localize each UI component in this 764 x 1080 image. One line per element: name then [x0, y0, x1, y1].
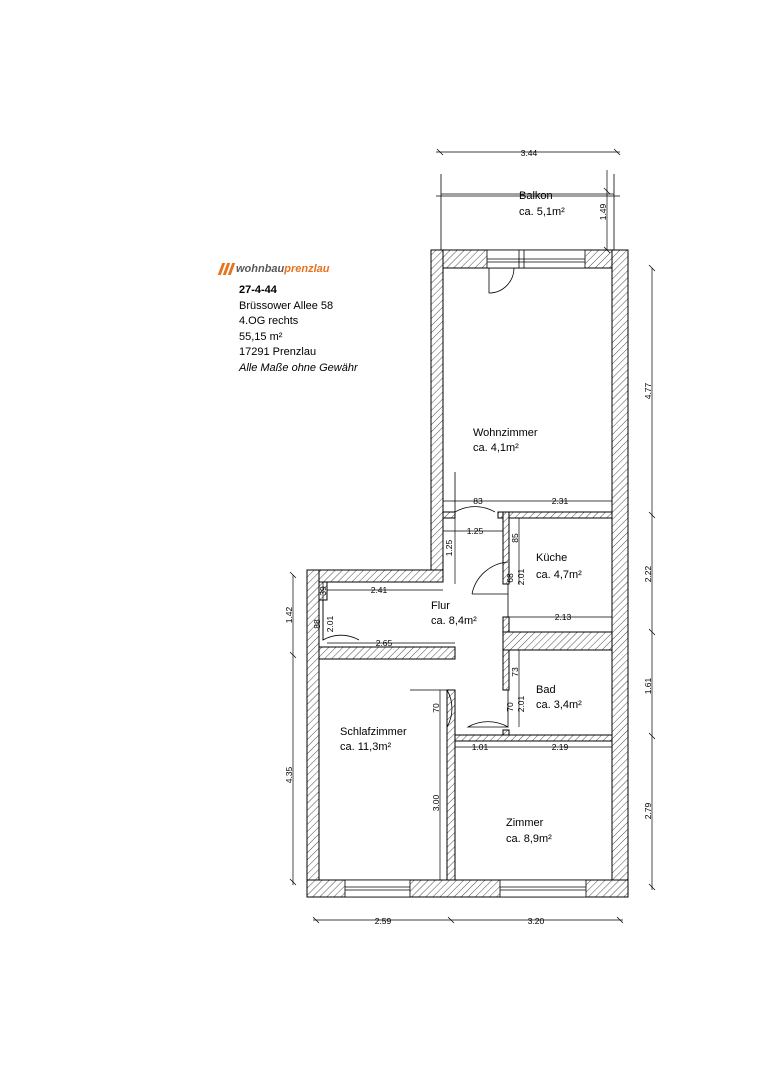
room-area-schlafzimmer: ca. 11,3m²	[340, 741, 392, 753]
property-area: 55,15 m²	[239, 330, 283, 343]
property-floor: 4.OG rechts	[239, 315, 299, 328]
balkon-door-icon	[489, 268, 514, 293]
dim-schlaf-door-width: 70	[431, 703, 441, 713]
dim-kueche-door-width: 68	[505, 573, 515, 583]
bad-door-icon	[468, 690, 508, 727]
dim-right-kueche: 2.22	[643, 565, 653, 583]
dim-zimmer-left: 1.01	[471, 742, 489, 752]
dim-bad-door-top: 73	[510, 667, 520, 677]
dim-flur-left-39: 39	[318, 586, 328, 596]
dim-left-flur: 1.42	[284, 606, 294, 624]
dim-right-zimmer: 2.79	[643, 802, 653, 820]
room-name-flur: Flur	[431, 600, 450, 612]
dim-zimmer-top: 2.19	[551, 742, 569, 752]
room-name-bad: Bad	[536, 684, 556, 696]
dim-flur-wall: 2.41	[370, 585, 388, 595]
room-name-zimmer: Zimmer	[506, 817, 544, 829]
property-disclaimer: Alle Maße ohne Gewähr	[239, 361, 358, 374]
property-code: 27-4-44	[239, 284, 277, 296]
dim-bottom-left: 2.59	[374, 916, 392, 926]
property-street: Brüssower Allee 58	[239, 299, 334, 312]
dim-flur-left-201: 2.01	[325, 615, 335, 633]
dim-kueche-door-height: 2.01	[516, 568, 526, 586]
room-area-kueche: ca. 4,7m²	[536, 569, 582, 581]
room-name-balkon: Balkon	[519, 190, 553, 202]
dim-wohn-door-width: 83	[473, 496, 483, 506]
dim-bad-door-height: 2.01	[516, 695, 526, 713]
dim-bottom-right: 3.20	[527, 916, 545, 926]
dim-wohn-wall: 2.31	[551, 496, 569, 506]
room-area-balkon: ca. 5,1m²	[519, 206, 565, 218]
dim-kueche-wall: 2.13	[554, 612, 572, 622]
dim-schlaf-top: 2.65	[375, 638, 393, 648]
room-name-kueche: Küche	[536, 552, 568, 564]
logo-text-part2: prenzlau	[284, 263, 330, 275]
dim-schlaf-wall: 3.00	[431, 794, 441, 812]
dim-flur-top: 1.25	[466, 526, 484, 536]
dim-balkon-depth: 1.49	[598, 203, 608, 221]
logo-text-part1: wohnbau	[236, 263, 285, 275]
dim-right-bad: 1.61	[643, 677, 653, 695]
wohn-door-icon	[455, 472, 495, 512]
dim-flur-vertical: 1.25	[444, 539, 454, 557]
dim-kueche-door-top: 85	[510, 533, 520, 543]
room-name-schlafzimmer: Schlafzimmer	[340, 726, 407, 738]
room-area-flur: ca. 8,4m²	[431, 615, 477, 627]
dim-right-wohn: 4.77	[643, 382, 653, 400]
room-name-wohnzimmer: Wohnzimmer	[473, 427, 538, 439]
room-area-bad: ca. 3,4m²	[536, 699, 582, 711]
dim-left-schlaf: 4.35	[284, 766, 294, 784]
dim-flur-left-88: 88	[312, 619, 322, 629]
room-area-wohnzimmer: ca. 4,1m²	[473, 442, 519, 454]
dim-top-width: 3.44	[520, 148, 538, 158]
dim-bad-door-width: 70	[505, 702, 515, 712]
room-area-zimmer: ca. 8,9m²	[506, 833, 552, 845]
property-city: 17291 Prenzlau	[239, 346, 317, 359]
